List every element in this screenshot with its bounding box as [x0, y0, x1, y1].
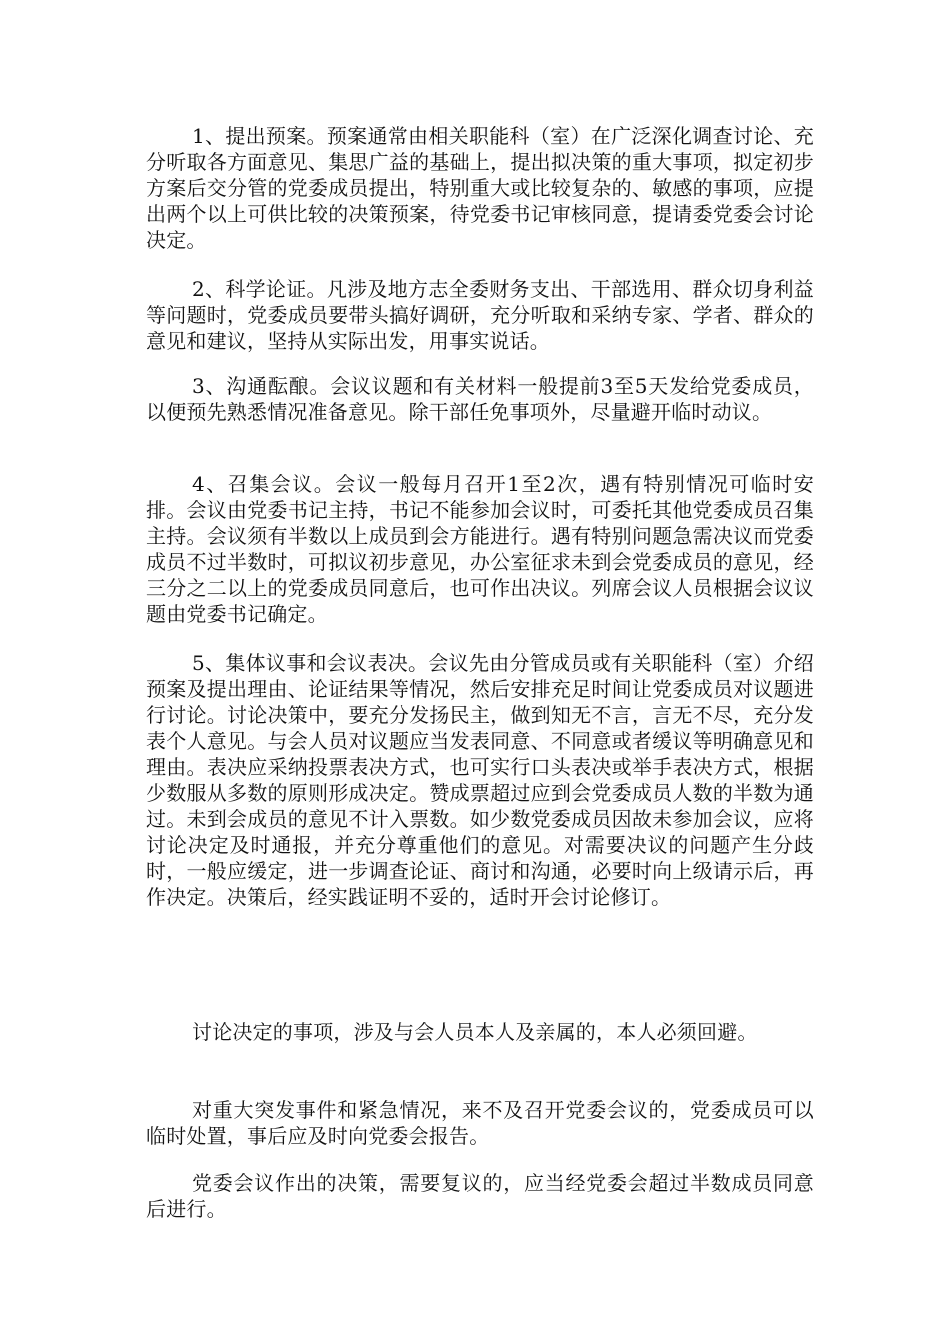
paragraph-3-consultation: 3、沟通酝酿。会议议题和有关材料一般提前3至5天发给党委成员，以便预先熟悉情况准备意见。除干部任免事项外，尽量避开临时动议。 [146, 374, 814, 424]
paragraph-1-proposal: 1、提出预案。预案通常由相关职能科（室）在广泛深化调查讨论、充分听取各方面意见、集思广益的基础上，提出拟决策的重大事项，拟定初步方案后交分管的党委成员提出，特别重大或比较复杂的、敏感的事项，应提出两个以上可供比较的决策预案，待党委书记审核同意，提请委党委会讨论决定。 [146, 124, 814, 252]
paragraph-5-voting: 5、集体议事和会议表决。会议先由分管成员或有关职能科（室）介绍预案及提出理由、论证结果等情况，然后安排充足时间让党委成员对议题进行讨论。讨论决策中，要充分发扬民主，做到知无不言，言无不尽，充分发表个人意见。与会人员对议题应当发表同意、不同意或者缓议等明确意见和理由。表决应采纳投票表决方式，也可实行口头表决或举手表决方式，根据少数服从多数的原则形成决定。赞成票超过应到会党委成员人数的半数为通过。未到会成员的意见不计入票数。如少数党委成员因故未参加会议，应将讨论决定及时通报，并充分尊重他们的意见。对需要决议的问题产生分歧时，一般应缓定，进一步调查论证、商讨和沟通，必要时向上级请示后，再作决定。决策后，经实践证明不妥的，适时开会讨论修订。 [146, 651, 814, 909]
paragraph-4-convene-meeting: 4、召集会议。会议一般每月召开1至2次，遇有特别情况可临时安排。会议由党委书记主持，书记不能参加会议时，可委托其他党委成员召集主持。会议须有半数以上成员到会方能进行。遇有特别问题急需决议而党委成员不过半数时，可拟议初步意见，办公室征求未到会党委成员的意见，经三分之二以上的党委成员同意后，也可作出决议。列席会议人员根据会议议题由党委书记确定。 [146, 472, 814, 626]
paragraph-reconsideration: 党委会议作出的决策，需要复议的，应当经党委会超过半数成员同意后进行。 [146, 1171, 814, 1221]
paragraph-2-demonstration: 2、科学论证。凡涉及地方志全委财务支出、干部选用、群众切身利益等问题时，党委成员要带头搞好调研，充分听取和采纳专家、学者、群众的意见和建议，坚持从实际出发，用事实说话。 [146, 277, 814, 353]
paragraph-recusal: 讨论决定的事项，涉及与会人员本人及亲属的，本人必须回避。 [192, 1020, 758, 1044]
paragraph-emergency: 对重大突发事件和紧急情况，来不及召开党委会议的，党委成员可以临时处置，事后应及时向党委会报告。 [146, 1098, 814, 1148]
